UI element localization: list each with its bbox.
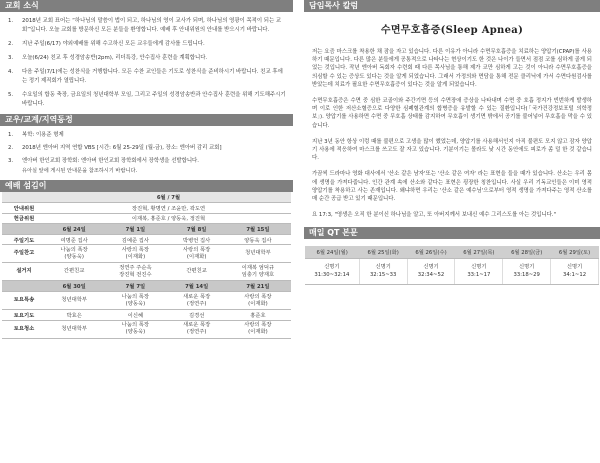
column-title: 수면무호흡증(Sleep Apnea) (380, 25, 524, 36)
community-news-text: 복학: 이용준 형제 (22, 132, 64, 138)
table-cell (2, 281, 46, 292)
qt-passage-cell: 신명기 31:30~32:14 (305, 258, 359, 284)
table-cell: 이신혜 (102, 310, 168, 321)
community-news-heading: 교우/교계/지역동정 (0, 114, 293, 126)
right-column (304, 0, 600, 463)
table-cell: 김예준 집사 (102, 234, 168, 245)
table-cell: 나눔의 폭장 (양동욱) (102, 292, 168, 310)
column-paragraph: 저는 요즘 마스크를 착용한 채 잠을 자고 있습니다. 다른 이유가 아니라 수면무호흡증을 치료하는 양압기(CPAP)를 사용하기 때문입니다. 다른 많은 분들에게 공통적으로 나타나는 현상이기도 한 것은 나이가 들면서 점점 코를 심하게 골게 되었는 것입니다. 작년 엔아버 독회자 수련회 때 다른 목사님을 통해 제가 코만 심하게 고는 것이 아니라 수면무호흡증을 의심할 수 있는 증상도 있다는 것을 알게 되었습니다. 그래서 가정의와 면담을 통해 전문 클리닉에 가서 수면다원검사를 받았는데 치료가 필요한 수면무호흡증이 있다는 것을 알게 되었습니다. (312, 49, 592, 88)
qt-date-cell: 6월 26일(수) (407, 246, 455, 258)
table-row (2, 292, 291, 310)
news-item (4, 17, 287, 35)
date-cell: 7월 15일 (225, 224, 291, 235)
news-item (4, 91, 287, 109)
community-news-text: 2018년 엔아버 지역 연합 VBS [시간: 6월 25-29일 (월-금), 장소: 엔아버 감리 교회] (22, 145, 222, 151)
row-label: 주일찬고 (2, 245, 46, 263)
news-item-number: 2. (8, 41, 14, 47)
qt-date-cell: 6월 28일(금) (503, 246, 551, 258)
table-cell: 나눔의 폭장 (양동욱) (46, 245, 102, 263)
table-cell: 사랑의 폭장 (이재화) (102, 245, 168, 263)
table-cell: 박병언 집사 (168, 234, 224, 245)
table-row (2, 263, 291, 281)
table-cell: 홍준호 (225, 310, 291, 321)
table-cell: 새로운 폭장 (정연주) (168, 320, 224, 338)
community-news-item (4, 157, 287, 165)
news-item-text: 지난 주일(6/17) 야외예배를 위해 수고하신 모든 교우들에게 감사를 드립니다. (22, 41, 205, 47)
news-item-number: 4. (8, 69, 14, 75)
table-cell: 사랑의 폭장 (이재화) (225, 292, 291, 310)
news-item-text: 수요일의 합동 축장, 금요일의 청년대학부 모임, 그리고 주일의 성경암송반과 안수집사 훈련을 위해 기도해주시기 바랍니다. (22, 92, 286, 107)
date-cell: 7월 14일 (168, 281, 224, 292)
date-cell: 7월 21일 (225, 281, 291, 292)
news-item-text: 오늘(6/24) 친교 후 성경암송반(2pm), 리더특강, 안수집사 훈련을 계획합니다. (22, 55, 208, 61)
table-row (2, 213, 291, 224)
community-news-text: 엔아버 한인교회 장학회: 엔아버 한인교회 장학회에서 장학생을 선발합니다. (22, 158, 199, 164)
offering-label: 헌금위원 (2, 213, 46, 224)
qt-passage-cell: 신명기 32:15~33 (359, 258, 407, 284)
community-news-number: 1. (8, 132, 14, 138)
table-cell: 이재복 엄덕규 임충기 양재호 (225, 263, 291, 281)
news-item-text: 다음 주일(7/1)에는 성찬식을 거행합니다. 모든 수찬 교인들은 기도로 성찬식을 준비하시기 바랍니다. 친교 후에는 정기 제직회가 열립니다. (22, 69, 283, 84)
table-cell: 간편친교 (168, 263, 224, 281)
community-news-list (0, 126, 293, 175)
qt-passage-cell: 신명기 34:1~12 (551, 258, 599, 284)
greeter-value: 장진혁, 황명연 / 조윤만, 곽도연 (46, 203, 291, 214)
news-item (4, 54, 287, 63)
table-row (2, 320, 291, 338)
left-column (0, 0, 293, 463)
table-cell: 청년대학부 (46, 292, 102, 310)
table-cell: 박효은 (46, 310, 102, 321)
column-paragraph: 지난 3년 동안 항상 이렁 때를 불편으로 고생을 많이 했었는데, 양압기를 사용해서인지 아직 불편도 모지 않고 잠자 양압기 사용에 적응하여 마스크를 쓰고도 잘 자고 있습니다. 기분이기는 몰라도 낮 시간 동안에도 피로가 좀 덜 한 것 같습니다. (312, 138, 592, 162)
column-paragraph: 수면무호흡증은 수면 중 심한 코골이와 주간기면 등의 수면장애 증상을 나타내며 수면 중 호흡 정지가 빈번하게 발생하며 이로 인한 저산소혈증으로 다양한 심폐혈관계의 합병증을 유발할 수 있는 질환입니다(「국가건강정보포털 의학정보」). 양압기를 사용하면 수면 중 무호흡 상태를 감지하여 무호흡이 생기면 밖에서 공기를 불어넣어 무호흡을 막을 수 있습니다. (312, 98, 592, 129)
column-paragraph: 가끔씩 드라마나 영화 대사에서 '산소 같은 남자'또는 '산소 같은 여자' 라는 표현을 들을 때가 있습니다. 산소는 우리 몸에 생명을 가져다줍니다. 인간 관계 속에 산소와 같다는 표현은 굉장한 칭찬입니다. 사실 우리 기독교인들은 이미 영적 양압기를 착용하고 사는 존재입니다. 왜냐하면 우리는 '산소 같은 예수님'으로부터 영적 생명을 가져다주는 영적 산소를 매 순간 공급 받고 있기 때문입니다. (312, 171, 592, 203)
community-news-note: 유아실 앞에 게시된 안내문을 참조하시기 바랍니다. (22, 168, 138, 174)
date-cell: 7월 8일 (168, 224, 224, 235)
church-news-list (0, 12, 293, 109)
table-row (2, 203, 291, 214)
pastor-column-heading: 담임목사 칼럼 (304, 0, 600, 12)
table-cell: 간편친교 (46, 263, 102, 281)
qt-date-cell: 6월 27일(목) (455, 246, 503, 258)
column-paragraph: 요 17:3, "영생은 오직 한 분이신 하나님을 알고, 또 아버지께서 보내신 예수 그리스도를 아는 것입니다." (312, 212, 557, 219)
daily-qt-heading: 매일 QT 본문 (304, 227, 600, 239)
table-row (2, 281, 291, 292)
row-label: 토요청소 (2, 320, 46, 338)
qt-passage-cell: 신명기 33:1~17 (455, 258, 503, 284)
table-cell: 새로운 폭장 (정연주) (168, 292, 224, 310)
news-item (4, 68, 287, 86)
table-cell: 여명준 집사 (46, 234, 102, 245)
news-item-text: 2018년 교회 표어는 “하나님의 말씀이 법이 되고, 하나님의 영이 교사가 되며, 하나님의 영광이 목적이 되는 교회”입니다. 오늘 교회를 방문하신 모든 분들을 환영합니다. 예배 후 안내위원의 안내를 받으시기 바랍니다. (22, 18, 282, 33)
offering-value: 이재복, 홍준호 / 양동욱, 정진혁 (46, 213, 291, 224)
table-cell: 사랑의 폭장 (이재화) (225, 320, 291, 338)
row-label: 토요기도 (2, 310, 46, 321)
row-label: 토요특송 (2, 292, 46, 310)
greeter-label: 안내위원 (2, 203, 46, 214)
table-cell: 사랑의 폭장 (이재화) (168, 245, 224, 263)
row-label: 주일기도 (2, 234, 46, 245)
table-cell (2, 192, 46, 203)
table-row (305, 246, 599, 258)
qt-passage-cell: 신명기 33:18~29 (503, 258, 551, 284)
table-row (2, 234, 291, 245)
church-news-heading: 교회 소식 (0, 0, 293, 12)
table-row (2, 245, 291, 263)
table-cell: 청년대학부 (225, 245, 291, 263)
table-cell: 양동욱 집사 (225, 234, 291, 245)
table-row (2, 310, 291, 321)
column-body (304, 48, 600, 219)
table-cell (2, 224, 46, 235)
qt-date-cell: 6월 24일(월) (305, 246, 359, 258)
news-item-number: 3. (8, 55, 14, 61)
table-cell: 청년대학부 (46, 320, 102, 338)
date-cell: 6월 30일 (46, 281, 102, 292)
date-cell: 6월 24일 (46, 224, 102, 235)
table-cell: 나눔의 폭장 (양동욱) (102, 320, 168, 338)
news-item-number: 1. (8, 18, 14, 24)
table-row (2, 192, 291, 203)
month-label: 6월 / 7월 (46, 192, 291, 203)
daily-qt-table (305, 246, 599, 285)
date-cell: 7월 1일 (102, 224, 168, 235)
table-row (305, 258, 599, 284)
qt-date-cell: 6월 29일(토) (551, 246, 599, 258)
community-news-number: 2. (8, 145, 14, 151)
community-news-item (4, 131, 287, 139)
row-label: 설거지 (2, 263, 46, 281)
qt-date-cell: 6월 25일(화) (359, 246, 407, 258)
table-cell: 정연주 주순옥 장진혁 전진수 (102, 263, 168, 281)
table-row (2, 224, 291, 235)
table-cell: 김경선 (168, 310, 224, 321)
qt-passage-cell: 신명기 32:34~52 (407, 258, 455, 284)
community-news-item (4, 144, 287, 152)
date-cell: 7월 7일 (102, 281, 168, 292)
community-news-number: 3. (8, 158, 14, 164)
service-helpers-heading: 예배 섬김이 (0, 180, 293, 192)
service-helpers-table (2, 192, 291, 339)
news-item (4, 40, 287, 49)
news-item-number: 5. (8, 92, 14, 98)
